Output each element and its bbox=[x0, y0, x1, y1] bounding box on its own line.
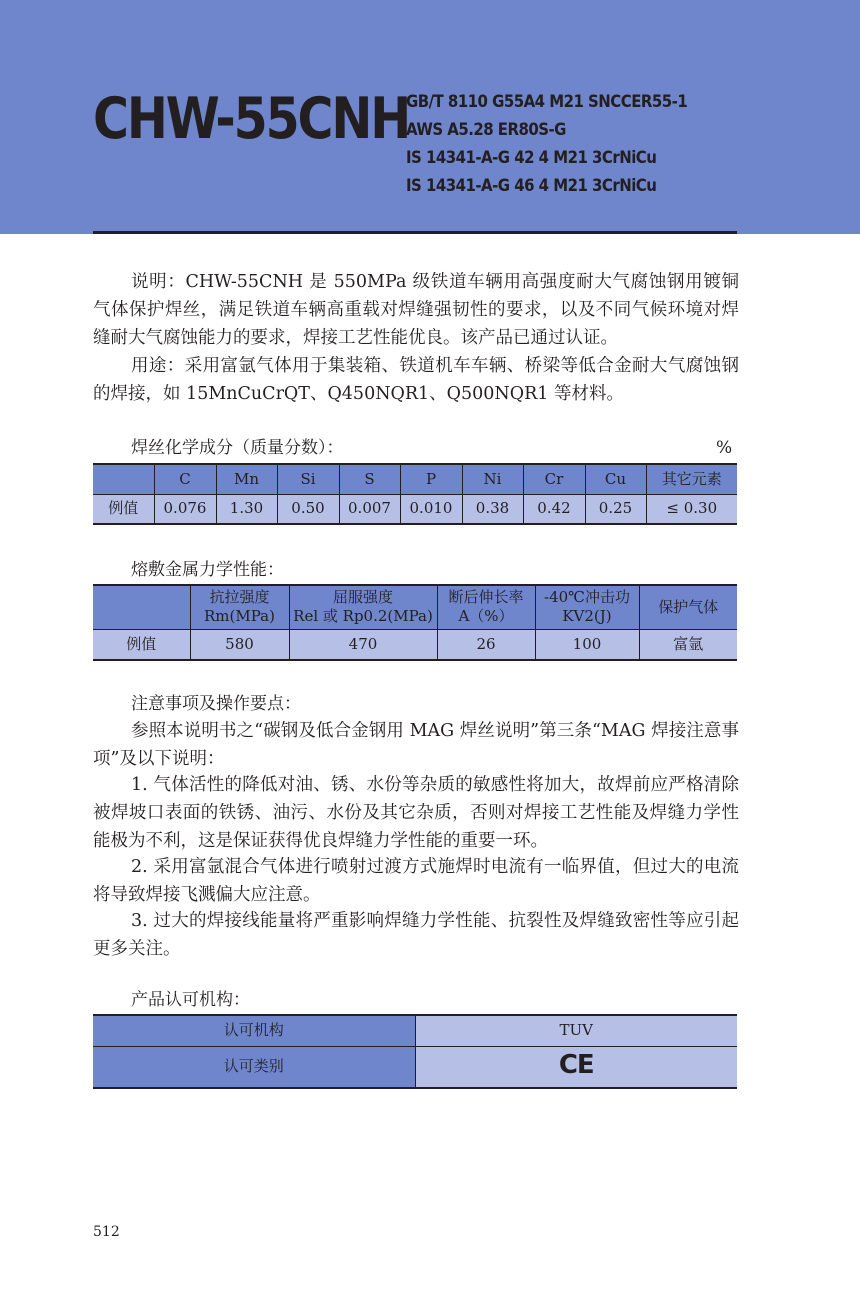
mechanical-table bbox=[93, 584, 737, 661]
product-title: CHW-55CNH bbox=[93, 86, 410, 152]
chemistry-cell: 0.38 bbox=[462, 494, 523, 524]
ce-mark-icon: CE bbox=[558, 1049, 594, 1080]
mechanical-title: 熔敷金属力学性能： bbox=[131, 560, 284, 580]
standards-list bbox=[406, 88, 687, 200]
chemistry-cell: 0.42 bbox=[523, 494, 585, 524]
chemistry-header-cell: 其它元素 bbox=[646, 464, 737, 494]
standard-line: GB/T 8110 G55A4 M21 SNCCER55-1 bbox=[406, 92, 688, 112]
mechanical-header-cell: -40℃冲击功 KV2(J) bbox=[535, 585, 639, 629]
chemistry-cell: 1.30 bbox=[216, 494, 277, 524]
standard-line: AWS A5.28 ER80S-G bbox=[406, 120, 566, 140]
chemistry-cell: 0.50 bbox=[277, 494, 339, 524]
notes-item: 1. 气体活性的降低对油、锈、水份等杂质的敏感性将加大，故焊前应严格清除被焊坡口表面的铁锈、油污、水份及其它杂质，否则对焊接工艺性能及焊缝力学性能极为不利，这是保证获得优良焊缝力学性能的重要一环。 bbox=[93, 775, 739, 851]
chemistry-header-cell: S bbox=[339, 464, 400, 494]
certification-label: 认可类别 bbox=[93, 1046, 415, 1088]
chemistry-cell: 0.007 bbox=[339, 494, 400, 524]
chemistry-table bbox=[93, 463, 737, 525]
description-label: 说明： bbox=[131, 272, 186, 292]
notes-item: 3. 过大的焊接线能量将严重影响焊缝力学性能、抗裂性及焊缝致密性等应引起更多关注。 bbox=[93, 911, 739, 959]
chemistry-header-cell: P bbox=[400, 464, 462, 494]
usage-text: 采用富氩气体用于集装箱、铁道机车车辆、桥梁等低合金耐大气腐蚀钢的焊接，如 15MnCuCrQT、Q450NQR1、Q500NQR1 等材料。 bbox=[93, 356, 740, 404]
chemistry-cell: 0.25 bbox=[585, 494, 646, 524]
certification-row bbox=[93, 1046, 737, 1088]
mechanical-cell: 470 bbox=[289, 629, 437, 660]
chemistry-header-cell: Cu bbox=[585, 464, 646, 494]
header-rule bbox=[93, 231, 737, 234]
mechanical-data-row bbox=[93, 629, 737, 660]
mechanical-header-cell: 保护气体 bbox=[639, 585, 737, 629]
mechanical-header-cell bbox=[93, 585, 190, 629]
notes-intro: 参照本说明书之“碳钢及低合金钢用 MAG 焊丝说明”第三条“MAG 焊接注意事项”及以下说明： bbox=[93, 721, 739, 769]
chemistry-title: 焊丝化学成分（质量分数）： bbox=[131, 438, 344, 458]
chemistry-cell: ≤ 0.30 bbox=[646, 494, 737, 524]
chemistry-unit: % bbox=[716, 438, 733, 458]
usage-paragraph bbox=[93, 352, 739, 408]
certification-label: 认可机构 bbox=[93, 1015, 415, 1046]
certification-value: TUV bbox=[415, 1015, 737, 1046]
mechanical-cell: 26 bbox=[437, 629, 535, 660]
mechanical-header-cell: 断后伸长率 A（%） bbox=[437, 585, 535, 629]
description-text: CHW-55CNH 是 550MPa 级铁道车辆用高强度耐大气腐蚀钢用镀铜气体保护焊丝，满足铁道车辆高重载对焊缝强韧性的要求，以及不同气候环境对焊缝耐大气腐蚀能力的要求，焊接工艺性能优良。该产品已通过认证。 bbox=[93, 272, 739, 348]
chemistry-header-cell: C bbox=[154, 464, 216, 494]
standard-line: IS 14341-A-G 46 4 M21 3CrNiCu bbox=[406, 176, 657, 196]
chemistry-cell: 0.076 bbox=[154, 494, 216, 524]
chemistry-header-row bbox=[93, 464, 737, 494]
header-band bbox=[0, 0, 860, 234]
description-paragraph bbox=[93, 268, 739, 352]
chemistry-cell: 例值 bbox=[93, 494, 154, 524]
chemistry-header-cell: Cr bbox=[523, 464, 585, 494]
mechanical-cell: 580 bbox=[190, 629, 289, 660]
chemistry-header-cell: Ni bbox=[462, 464, 523, 494]
mechanical-header-row bbox=[93, 585, 737, 629]
mechanical-cell: 例值 bbox=[93, 629, 190, 660]
chemistry-header-cell: Si bbox=[277, 464, 339, 494]
certification-title: 产品认可机构： bbox=[131, 990, 250, 1010]
mechanical-cell: 100 bbox=[535, 629, 639, 660]
mechanical-cell: 富氩 bbox=[639, 629, 737, 660]
chemistry-header-cell bbox=[93, 464, 154, 494]
notes-item: 2. 采用富氩混合气体进行喷射过渡方式施焊时电流有一临界值，但过大的电流将导致焊接飞溅偏大应注意。 bbox=[93, 857, 739, 905]
certification-row bbox=[93, 1015, 737, 1046]
notes-title: 注意事项及操作要点： bbox=[131, 694, 301, 714]
chemistry-data-row bbox=[93, 494, 737, 524]
chemistry-cell: 0.010 bbox=[400, 494, 462, 524]
mechanical-header-cell: 抗拉强度 Rm(MPa) bbox=[190, 585, 289, 629]
page-number: 512 bbox=[93, 1224, 120, 1240]
certification-table bbox=[93, 1014, 737, 1089]
standard-line: IS 14341-A-G 42 4 M21 3CrNiCu bbox=[406, 148, 657, 168]
chemistry-header-cell: Mn bbox=[216, 464, 277, 494]
mechanical-header-cell: 屈服强度 Rel 或 Rp0.2(MPa) bbox=[289, 585, 437, 629]
usage-label: 用途： bbox=[131, 356, 185, 376]
